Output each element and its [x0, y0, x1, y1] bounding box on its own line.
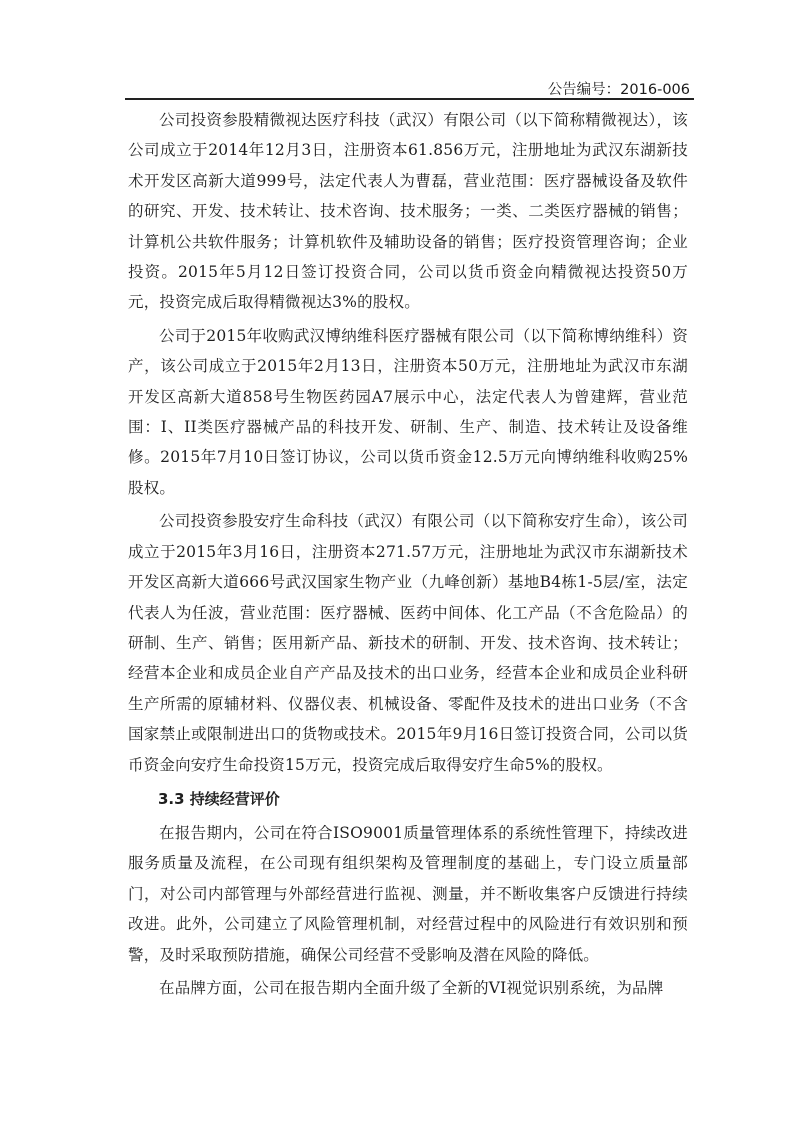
paragraph-jingwei-investment: 公司投资参股精微视达医疗科技（武汉）有限公司（以下简称精微视达），该公司成立于2014年12月3日，注册资本61.856万元，注册地址为武汉东湖新技术开发区高新大道999号，法定代表人为曹磊，营业范围：医疗器械设备及软件的研究、开发、技术转让、技术咨询、技术服务；一类、二类医疗器械的销售；计算机公共软件服务；计算机软件及辅助设备的销售；医疗投资管理咨询；企业投资。2015年5月12日签订投资合同，公司以货币资金向精微视达投资50万元，投资完成后取得精微视达3%的股权。 — [128, 111, 688, 312]
paragraph-brand: 在品牌方面，公司在报告期内全面升级了全新的VI视觉识别系统，为品牌 — [159, 978, 664, 997]
paragraph-bonaweike-acquisition: 公司于2015年收购武汉博纳维科医疗器械有限公司（以下简称博纳维科）资产，该公司成立于2015年2月13日，注册资本50万元，注册地址为武汉市东湖开发区高新大道858号生物医药园A7展示中心，法定代表人为曾建辉，营业范围：I、II类医疗器械产品的科技开发、研制、生产、制造、技术转让及设备维修。2015年7月10日签订协议，公司以货币资金12.5万元向博纳维科收购25%股权。 — [128, 326, 688, 497]
paragraph-anliao-investment: 公司投资参股安疗生命科技（武汉）有限公司（以下简称安疗生命），该公司成立于2015年3月16日，注册资本271.57万元，注册地址为武汉市东湖新技术开发区高新大道666号武汉国家生物产业（九峰创新）基地B4栋1-5层/室，法定代表人为任波，营业范围：医疗器械、医药中间体、化工产品（不含危险品）的研制、生产、销售；医用新产品、新技术的研制、开发、技术咨询、技术转让；经营本企业和成员企业自产产品及技术的出口业务，经营本企业和成员企业科研生产所需的原辅材料、仪器仪表、机械设备、零配件及技术的进出口业务（不含国家禁止或限制进出口的货物或技术。2015年9月16日签订投资合同，公司以货币资金向安疗生命投资15万元，投资完成后取得安疗生命5%的股权。 — [128, 512, 688, 774]
header-divider — [125, 98, 694, 100]
document-body — [128, 105, 688, 1003]
paragraph-quality-risk-management: 在报告期内，公司在符合ISO9001质量管理体系的系统性管理下，持续改进服务质量及流程，在公司现有组织架构及管理制度的基础上，专门设立质量部门，对公司内部管理与外部经营进行监视、测量，并不断收集客户反馈进行持续改进。此外，公司建立了风险管理机制，对经营过程中的风险进行有效识别和预警，及时采取预防措施，确保公司经营不受影响及潜在风险的降低。 — [128, 823, 688, 964]
announcement-number: 公告编号：2016-006 — [547, 82, 690, 98]
section-heading-going-concern: 3.3 持续经营评价 — [158, 789, 280, 808]
